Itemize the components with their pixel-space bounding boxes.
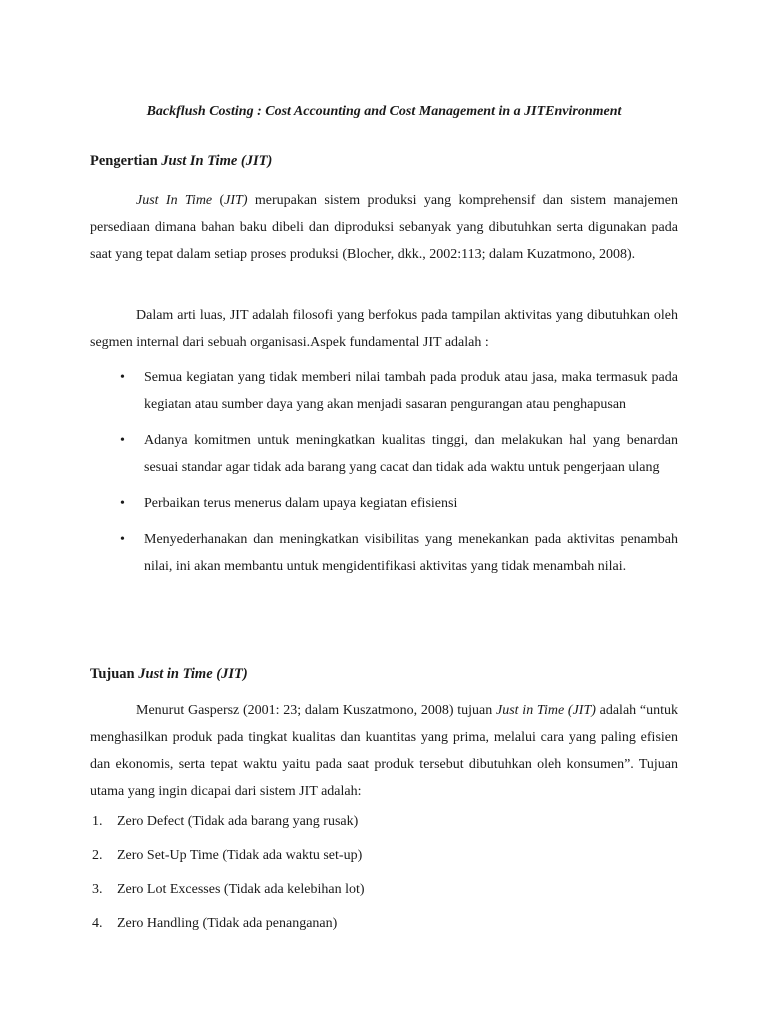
list-item-text: Adanya komitmen untuk meningkatkan kualitas tinggi, dan melakukan hal yang benardan sesuai standar agar tidak ada barang yang cacat dan tidak ada waktu untuk pengerjaan ulang xyxy=(144,433,678,475)
heading-prefix: Tujuan xyxy=(90,666,139,682)
list-item-text: Menyederhanakan dan meningkatkan visibilitas yang menekankan pada aktivitas penambah nilai, ini akan membantu untuk mengidentifikasi aktivitas yang tidak menambah nilai. xyxy=(144,532,678,574)
section-heading-pengertian xyxy=(90,153,272,170)
bullet-icon: • xyxy=(120,433,125,448)
jit-term: Just In Time xyxy=(136,193,213,208)
list-item xyxy=(90,846,678,866)
heading-italic: Just in Time (JIT) xyxy=(138,666,248,682)
jit-abbrev: JIT) xyxy=(224,193,248,208)
objective-italic: Just in Time (JIT) xyxy=(496,703,596,718)
list-item xyxy=(90,427,678,481)
objective-text-before: Menurut Gaspersz (2001: 23; dalam Kuszatmono, 2008) tujuan xyxy=(136,703,497,718)
list-number: 2. xyxy=(92,848,103,863)
list-item-text: Zero Lot Excesses (Tidak ada kelebihan lot) xyxy=(117,882,365,897)
fundamental-aspects-list xyxy=(90,364,678,589)
paragraph-definition xyxy=(90,187,678,268)
heading-italic: Just In Time (JIT) xyxy=(161,153,273,169)
list-item xyxy=(90,490,678,517)
paren-open: ( xyxy=(212,193,225,208)
list-item-text: Semua kegiatan yang tidak memberi nilai tambah pada produk atau jasa, maka termasuk pada kegiatan atau sumber daya yang akan menjadi sasaran pengurangan atau penghapusan xyxy=(144,370,678,412)
list-item xyxy=(90,914,678,934)
heading-prefix: Pengertian xyxy=(90,153,162,169)
list-item xyxy=(90,526,678,580)
objectives-list xyxy=(90,812,678,948)
list-number: 1. xyxy=(92,814,103,829)
list-item xyxy=(90,880,678,900)
list-item-text: Zero Set-Up Time (Tidak ada waktu set-up) xyxy=(117,848,363,863)
list-item-text: Perbaikan terus menerus dalam upaya kegiatan efisiensi xyxy=(144,496,458,511)
list-item xyxy=(90,812,678,832)
bullet-icon: • xyxy=(120,370,125,385)
bullet-icon: • xyxy=(120,532,125,547)
list-item xyxy=(90,364,678,418)
list-item-text: Zero Defect (Tidak ada barang yang rusak) xyxy=(117,814,359,829)
objective-text-after: adalah “untuk menghasilkan produk pada tingkat kualitas dan kuantitas yang prima, melalui cara yang paling efisien dan ekonomis, serta tepat waktu yaitu pada saat produk tersebut dibutuhkan oleh konsumen”. Tujuan utama yang ingin dicapai dari sistem JIT adalah: xyxy=(90,703,679,799)
document-title: Backflush Costing : Cost Accounting and Cost Management in a JITEnvironment xyxy=(146,104,622,119)
paragraph-broad-meaning: Dalam arti luas, JIT adalah filosofi yang berfokus pada tampilan aktivitas yang dibutuhkan oleh segmen internal dari sebuah organisasi.Aspek fundamental JIT adalah : xyxy=(90,308,678,350)
list-item-text: Zero Handling (Tidak ada penanganan) xyxy=(117,916,338,931)
paragraph-objective xyxy=(90,697,678,805)
bullet-icon: • xyxy=(120,496,125,511)
list-number: 4. xyxy=(92,916,103,931)
list-number: 3. xyxy=(92,882,103,897)
definition-text: merupakan sistem produksi yang komprehensif dan sistem manajemen persediaan dimana bahan baku dibeli dan diproduksi sebanyak yang dibutuhkan serta digunakan pada saat yang tepat dalam setiap proses produksi (Blocher, dkk., 2002:113; dalam Kuzatmono, 2008). xyxy=(90,193,678,262)
section-heading-tujuan xyxy=(90,666,248,683)
